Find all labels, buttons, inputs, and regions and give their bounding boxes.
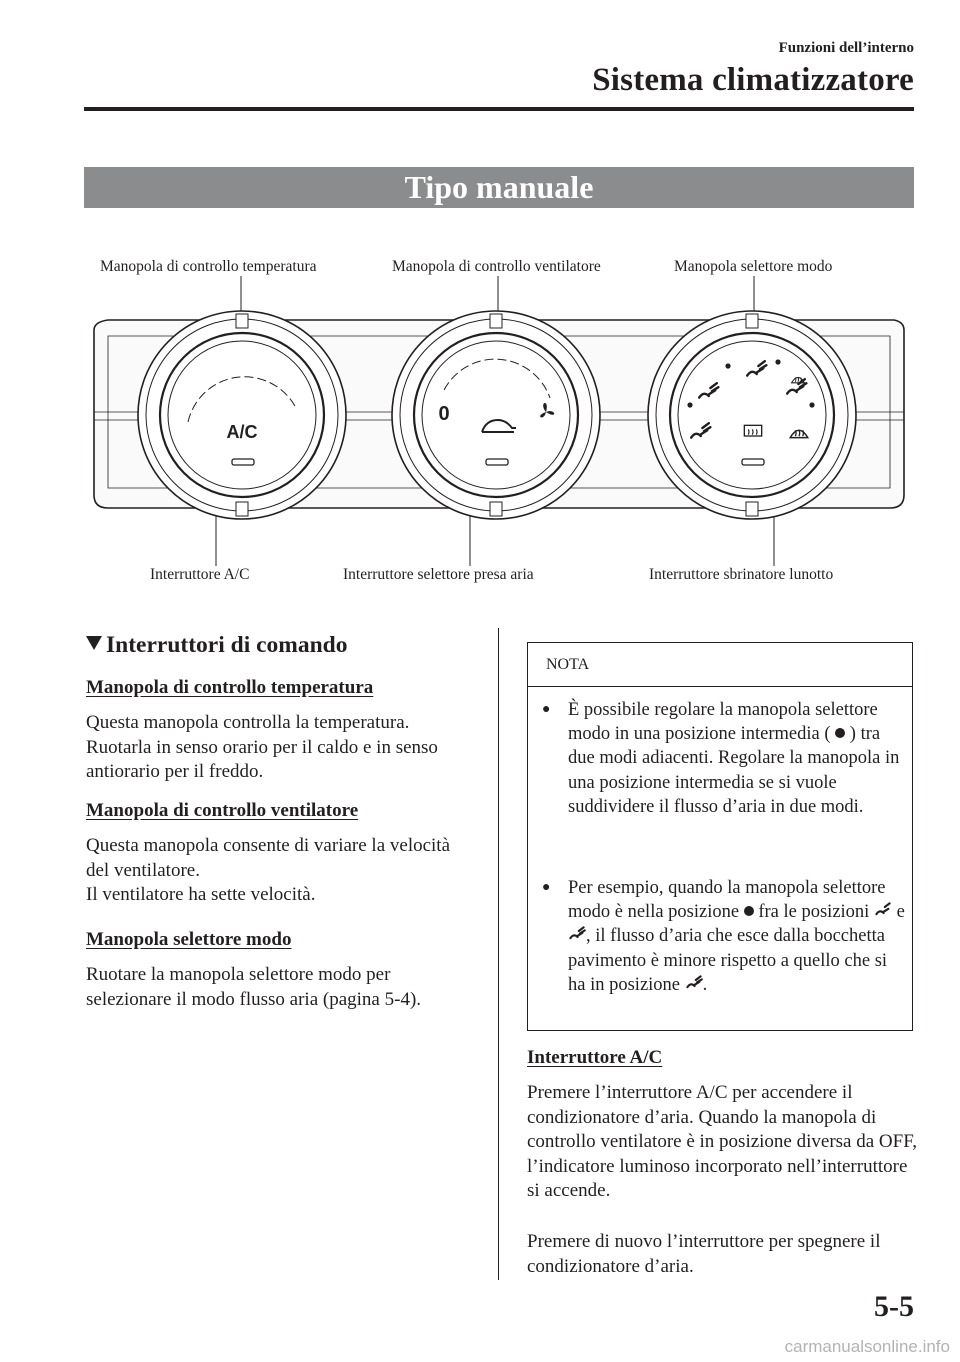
bilevel-vent-icon bbox=[685, 974, 703, 992]
intermediate-position-dot-icon bbox=[744, 906, 754, 916]
note-rule bbox=[528, 686, 912, 687]
note-item-1-text-b: ) tra due modi adiacenti. Regolare la manopola in una posizione intermedia se si vuole suddividere il flusso d’aria in due modi. bbox=[568, 724, 900, 817]
note-item-1-text-a: È possibile regolare la manopola selettore modo in una posizione intermedia ( bbox=[568, 700, 878, 745]
page-number: 5-5 bbox=[874, 1290, 914, 1323]
climate-control-figure bbox=[84, 240, 914, 600]
mode-body: Ruotare la manopola selettore modo per selezionare il modo flusso aria (pagina 5-4). bbox=[86, 964, 422, 1010]
temperature-knob bbox=[138, 311, 346, 519]
fan-heading: Manopola di controllo ventilatore bbox=[86, 800, 359, 821]
fan-off-label: 0 bbox=[438, 403, 450, 425]
fan-knob bbox=[392, 311, 600, 519]
note-item-2-text-d: , il flusso d’aria che esce dalla bocchetta pavimento è minore rispetto a quello che si ha in posizione bbox=[568, 926, 888, 995]
page-title: Sistema climatizzatore bbox=[592, 62, 914, 98]
control-panel-drawing bbox=[84, 240, 914, 600]
mode-knob bbox=[648, 311, 856, 519]
section-heading-text: Interruttori di comando bbox=[106, 632, 348, 658]
header-subtitle: Funzioni dell’interno bbox=[778, 40, 914, 56]
note-box bbox=[527, 642, 913, 1031]
floor-vent-icon bbox=[874, 901, 892, 919]
note-item-2-text-a: Per esempio, quando la manopola selettore modo è nella posizione bbox=[568, 878, 886, 923]
note-title: NOTA bbox=[546, 656, 590, 673]
callout-temperature-knob: Manopola di controllo temperatura bbox=[100, 258, 317, 275]
bullet-icon: ● bbox=[542, 880, 551, 895]
header-rule bbox=[84, 107, 914, 111]
bullet-icon: ● bbox=[542, 702, 551, 717]
callout-mode-knob: Manopola selettore modo bbox=[674, 258, 833, 275]
mode-heading: Manopola selettore modo bbox=[86, 929, 292, 950]
callout-rear-defroster-switch: Interruttore sbrinatore lunotto bbox=[649, 566, 834, 583]
ac-label: A/C bbox=[226, 422, 258, 442]
note-item-1 bbox=[542, 698, 902, 868]
fan-body-2: Il ventilatore ha sette velocità. bbox=[86, 884, 316, 905]
fan-body-1: Questa manopola consente di variare la velocità del ventilatore. bbox=[86, 835, 451, 881]
column-divider bbox=[498, 628, 499, 1280]
ac-switch-body-1: Premere l’interruttore A/C per accendere il condizionatore d’aria. Quando la manopola di controllo ventilatore è in posizione diversa da OFF, l’indicatore luminoso incorporato nell’interruttore si accende. bbox=[527, 1082, 918, 1201]
temperature-heading: Manopola di controllo temperatura bbox=[86, 677, 374, 698]
note-item-2 bbox=[542, 876, 905, 1026]
callout-fan-knob: Manopola di controllo ventilatore bbox=[392, 258, 601, 275]
bilevel-vent-icon bbox=[568, 925, 586, 943]
section-banner: Tipo manuale bbox=[84, 167, 914, 208]
section-heading bbox=[86, 632, 348, 659]
fan-body bbox=[86, 834, 476, 908]
note-item-2-text-c: e bbox=[896, 902, 905, 923]
callout-ac-switch: Interruttore A/C bbox=[150, 566, 250, 583]
ac-switch-heading: Interruttore A/C bbox=[527, 1047, 663, 1068]
intermediate-position-dot-icon bbox=[835, 728, 845, 738]
callout-air-intake-switch: Interruttore selettore presa aria bbox=[343, 566, 534, 583]
temperature-body: Questa manopola controlla la temperatura. Ruotarla in senso orario per il caldo e in senso antiorario per il freddo. bbox=[86, 712, 438, 782]
note-item-2-text-e: . bbox=[702, 974, 708, 995]
watermark: carmanualsonline.info bbox=[784, 1337, 950, 1356]
note-item-2-text-b: fra le posizioni bbox=[758, 902, 870, 923]
ac-switch-body-2: Premere di nuovo l’interruttore per spegnere il condizionatore d’aria. bbox=[527, 1231, 881, 1277]
triangle-bullet-icon bbox=[86, 636, 102, 650]
